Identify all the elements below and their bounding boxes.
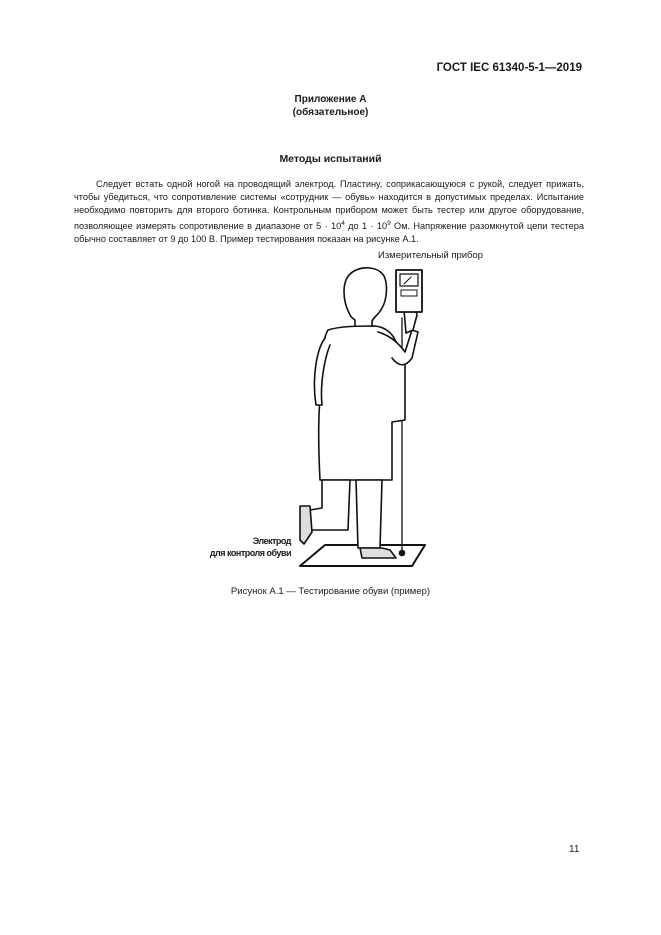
page-number: 11 <box>569 844 580 855</box>
shoe-standing <box>360 548 396 558</box>
annex-heading <box>0 93 661 119</box>
body-text-part2: до 1 · 10 <box>344 221 388 232</box>
label-electrode-line2: для контроля обуви <box>209 548 291 558</box>
shoe-raised <box>300 506 312 544</box>
section-title: Методы испытаний <box>279 153 382 165</box>
wire-terminal <box>400 551 405 556</box>
body-text-part3: Ом. Напряжение разомкнутой цепи тестера обычно составляет от 9 до 100 В. Пример тестирования показан на рисунке А.1. <box>74 221 584 245</box>
figure-caption: Рисунок А.1 — Тестирование обуви (пример) <box>230 586 431 597</box>
exponent-1: 4 <box>341 220 345 227</box>
annex-subtitle: (обязательное) <box>292 107 369 118</box>
document-code: ГОСТ IEC 61340-5-1—2019 <box>436 62 582 74</box>
figure-shoe-test <box>200 245 440 575</box>
person-head <box>344 268 386 328</box>
person-leg-standing <box>356 480 382 548</box>
label-measuring-device: Измерительный прибор <box>378 250 484 261</box>
body-paragraph <box>74 178 584 246</box>
meter-dial <box>400 274 418 286</box>
exponent-2: 9 <box>387 220 391 227</box>
label-electrode <box>196 535 291 559</box>
annex-title: Приложение А <box>294 94 367 105</box>
meter-panel <box>401 290 417 296</box>
label-electrode-line1: Электрод <box>252 536 291 546</box>
body-text-part1: Следует встать одной ногой на проводящий электрод. Пластину, соприкасающуюся с рукой, следует прижать, чтобы убедиться, что сопротивление системы «сотрудник — обувь» находится в допустимых пределах. Испытание необходимо повторить для второго ботинка. Контрольным прибором может быть тестер или другое оборудование, позволяющее измерять сопротивление в диапазоне от 5 · 10 <box>74 179 584 232</box>
person-leg-raised <box>310 480 350 530</box>
